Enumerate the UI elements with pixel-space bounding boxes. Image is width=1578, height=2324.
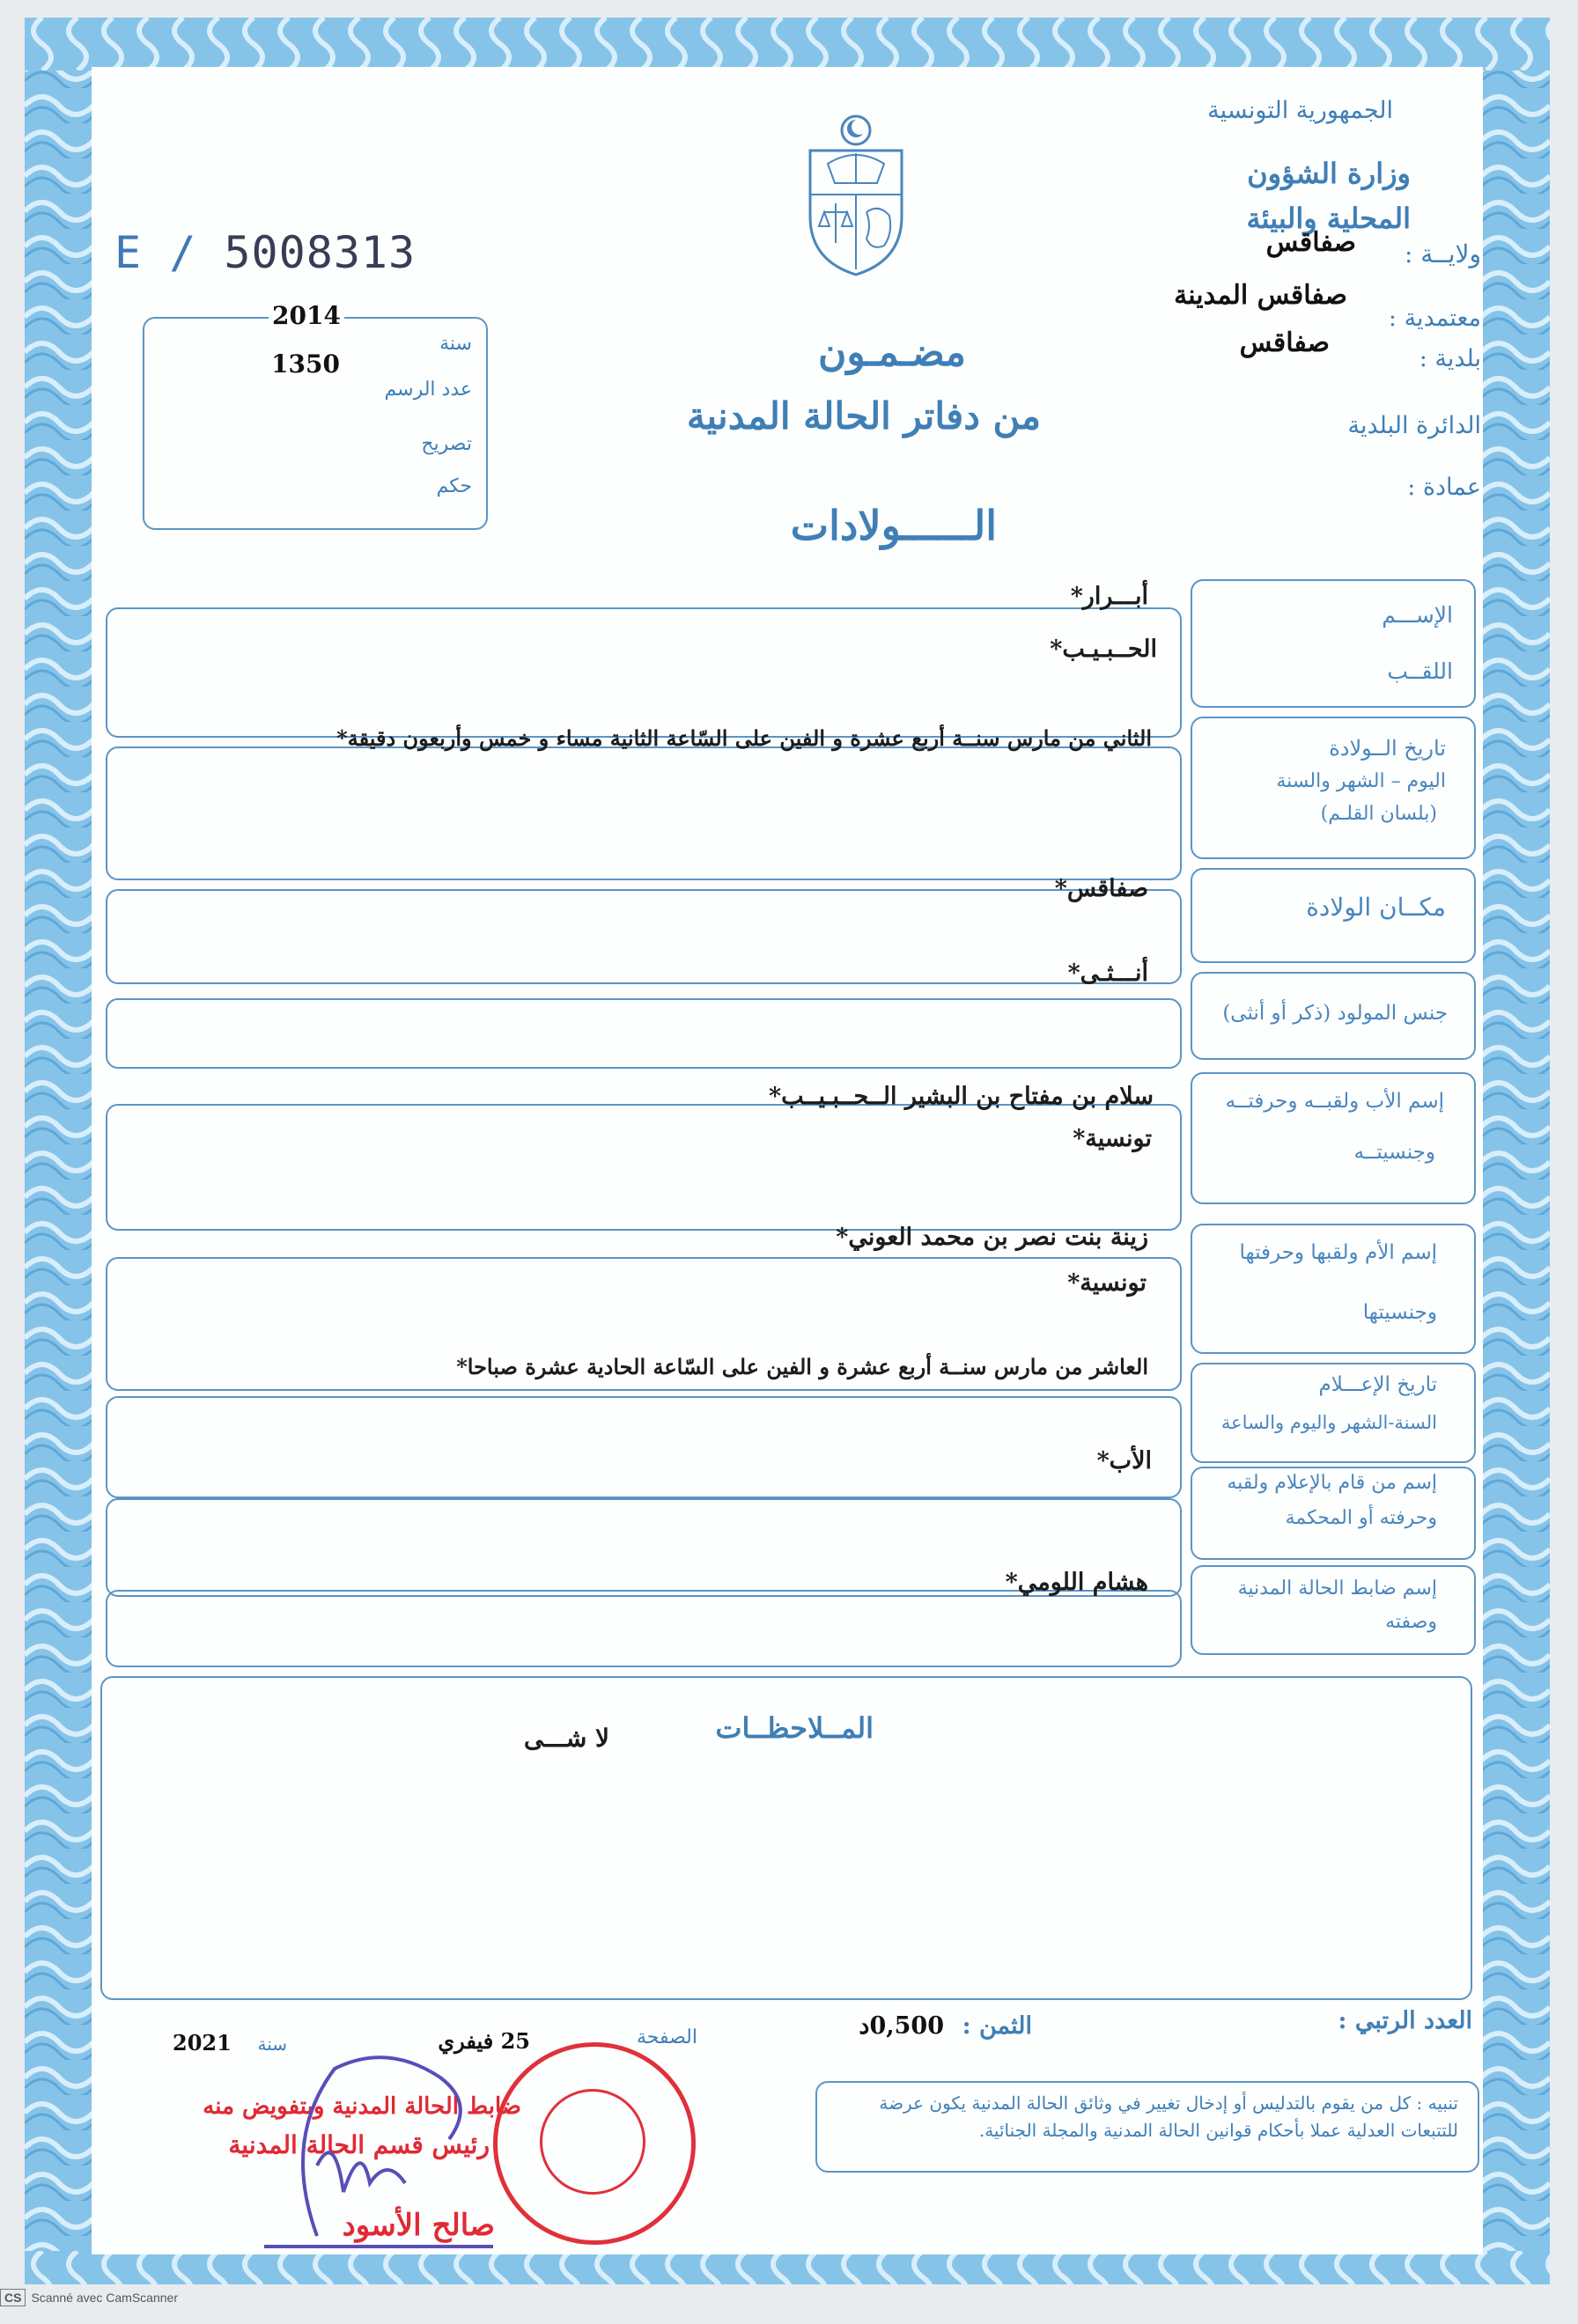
stamp-line-1: ضابط الحالة المدنية وبتفويض منه xyxy=(203,2093,521,2120)
mother-nationality-value: تونسية* xyxy=(1067,1269,1147,1297)
serial-digits: 5008313 xyxy=(224,227,417,278)
notes-label: المــلاحظــات xyxy=(715,1711,874,1745)
daira-label: الدائرة البلدية xyxy=(1347,412,1481,439)
document-title: مضـمـون xyxy=(818,330,966,375)
wilaya-value: صفاقس xyxy=(1265,227,1356,258)
footer-year-label: سنة xyxy=(257,2034,287,2055)
handwritten-signature xyxy=(264,2007,528,2271)
father-value: سلام بن مفتاح بن البشير الــحــبـيــب* xyxy=(769,1083,1154,1110)
footer-year-value: 2021 xyxy=(173,2030,232,2056)
birth-date-label: تاريخ الــولادة xyxy=(1329,736,1446,761)
notes-value: لا شـــى xyxy=(523,1724,609,1753)
ministry-title: وزارة الشؤون المحلية والبيئة xyxy=(1246,157,1411,236)
footer-date-value: 25 فيفري xyxy=(438,2028,530,2054)
decorative-border-right xyxy=(1481,18,1550,2284)
republic-title: الجمهورية التونسية xyxy=(1207,97,1393,124)
sex-label: جنس المولود (ذكر أو أنثى) xyxy=(1222,1002,1448,1025)
record-year-value: 2014 xyxy=(269,301,344,330)
birth-place-value: صفاقس* xyxy=(1054,875,1148,902)
mother-value: زينة بنت نصر بن محمد العوني* xyxy=(836,1224,1148,1251)
declaration-date-value: العاشر من مارس سنــة أربع عشرة و الفين على السّاعة الحادية عشرة صباحا* xyxy=(456,1354,1148,1379)
officer-label: إسم ضابط الحالة المدنية xyxy=(1237,1578,1437,1600)
tunisia-coat-of-arms-icon xyxy=(803,111,909,278)
father-nationality-value: تونسية* xyxy=(1073,1125,1152,1152)
birth-date-sublabel: اليوم – الشهر والسنة xyxy=(1276,770,1446,792)
price-value: 0,500د xyxy=(859,2012,944,2040)
scanner-watermark xyxy=(0,2289,178,2306)
value-box-officer xyxy=(106,1590,1182,1667)
serial-number xyxy=(114,227,416,278)
father-nationality-label: وجنسيتــه xyxy=(1353,1141,1435,1164)
surname-value: الحــبـيـب* xyxy=(1050,636,1157,663)
declarant-value: الأب* xyxy=(1096,1447,1152,1475)
record-judgment-label: حكم xyxy=(436,475,472,497)
serial-label: العدد الرتبي : xyxy=(1338,2007,1472,2034)
surname-label: اللقــب xyxy=(1387,658,1453,684)
value-box-birth-date xyxy=(106,746,1182,880)
birth-date-value: الثاني من مارس سنــة أربع عشرة و الفين على السّاعة الثانية مساء و خمس وأربعون دقيقة* xyxy=(336,725,1152,751)
record-declaration-label: تصريح xyxy=(421,433,472,455)
value-box-name xyxy=(106,607,1182,738)
label-box-name xyxy=(1191,579,1476,708)
official-seal xyxy=(493,2042,696,2245)
record-number-value: 1350 xyxy=(271,349,340,379)
value-box-birth-place xyxy=(106,889,1182,984)
decorative-border-left xyxy=(25,18,93,2284)
scanner-badge: CS xyxy=(0,2289,26,2306)
value-box-sex xyxy=(106,998,1182,1069)
birth-place-label: مكــان الولادة xyxy=(1306,893,1446,922)
stamp-line-3: صالح الأسود xyxy=(342,2208,495,2243)
father-label: إسم الأب ولقبــه وحرفتــه xyxy=(1225,1090,1444,1113)
officer-sublabel: وصفته xyxy=(1385,1611,1437,1633)
mother-label: إسم الأم ولقبها وحرفتها xyxy=(1239,1241,1437,1264)
officer-value: هشام اللومي* xyxy=(1005,1569,1148,1596)
stamp-line-2: رئيس قسم الحالة المدنية xyxy=(228,2130,490,2159)
decorative-border-top xyxy=(25,18,1550,70)
declarant-sublabel: وحرفته أو المحكمة xyxy=(1285,1507,1437,1529)
record-year-label: سنة xyxy=(439,333,472,355)
value-box-father xyxy=(106,1104,1182,1231)
births-heading: الــــــولادات xyxy=(790,502,997,549)
baladiya-value: صفاقس xyxy=(1239,327,1330,358)
declaration-date-sublabel: السنة-الشهر واليوم والساعة xyxy=(1220,1412,1437,1433)
decorative-border-bottom xyxy=(25,2251,1550,2284)
omada-label: عمادة : xyxy=(1407,474,1481,501)
footer-page-label: الصفحة xyxy=(636,2026,697,2048)
birth-date-note: (بلسان القلـم) xyxy=(1320,803,1437,825)
name-label: الإســـم xyxy=(1382,602,1453,628)
value-box-declaration-date xyxy=(106,1396,1182,1498)
declarant-label: إسم من قام بالإعلام ولقبه xyxy=(1227,1472,1437,1494)
document-subtitle: من دفاتر الحالة المدنية xyxy=(686,394,1041,438)
mootamadiya-value: صفاقس المدينة xyxy=(1174,280,1347,311)
declaration-date-label: تاريخ الإعـــلام xyxy=(1318,1373,1437,1396)
serial-prefix: E / xyxy=(114,227,197,278)
record-number-label: عدد الرسم xyxy=(384,379,472,401)
price-label: الثمن : xyxy=(962,2012,1032,2040)
sex-value: أنـــثـى* xyxy=(1067,960,1148,987)
baladiya-label: بلدية : xyxy=(1419,345,1481,372)
name-value: أبـــرار* xyxy=(1070,583,1148,610)
wilaya-label: ولايــة : xyxy=(1404,239,1481,268)
mother-nationality-label: وجنسيتها xyxy=(1362,1301,1437,1324)
scanner-text: Scanné avec CamScanner xyxy=(31,2291,178,2305)
mootamadiya-label: معتمدية : xyxy=(1388,305,1481,332)
legal-warning: تنبيه : كل من يقوم بالتدليس أو إدخال تغيير في وثائق الحالة المدنية يكون عرضة للتتبعات العدلية عملا بأحكام قوانين الحالة المدنية والمجلة الجنائية. xyxy=(879,2092,1458,2141)
